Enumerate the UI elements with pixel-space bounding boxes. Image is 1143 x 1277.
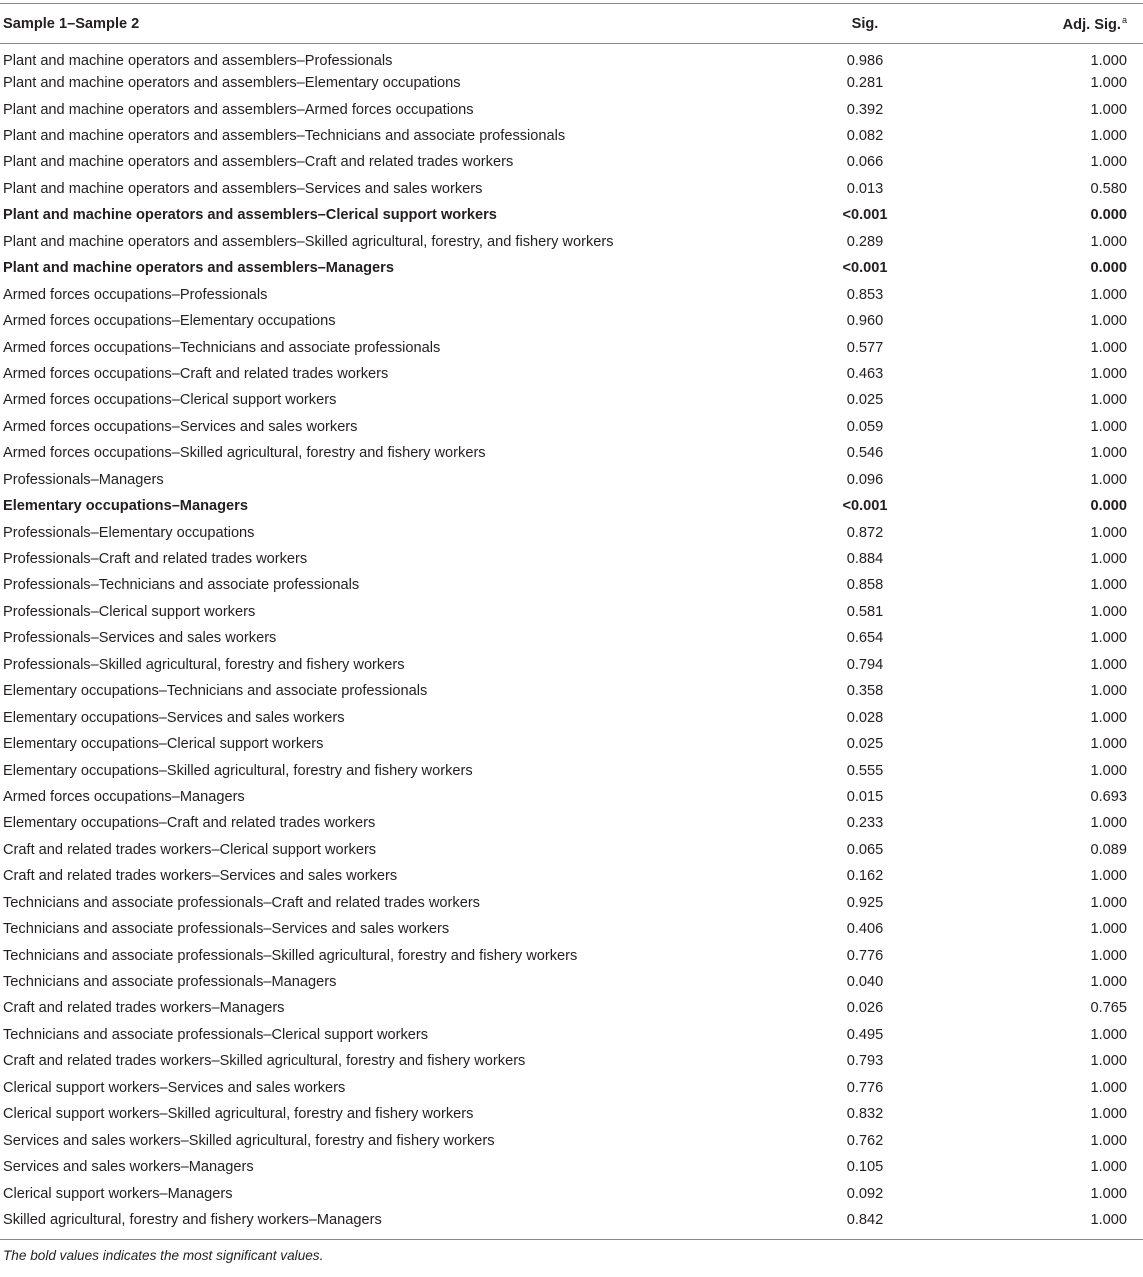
cell-sig: 0.025 (846, 392, 884, 409)
table-row (0, 731, 1143, 757)
table-row (0, 1207, 1143, 1233)
cell-sample-pair: Plant and machine operators and assemblers–Technicians and associate professionals (3, 128, 566, 145)
cell-sig: 0.066 (846, 154, 884, 171)
cell-adj-sig: 1.000 (1090, 894, 1127, 911)
table-row (0, 281, 1143, 307)
table-row (0, 942, 1143, 968)
cell-adj-sig: 0.089 (1090, 841, 1127, 858)
table-row (0, 837, 1143, 863)
cell-sample-pair: Plant and machine operators and assemblers–Skilled agricultural, forestry, and fishery workers (3, 233, 614, 250)
table-row (0, 1075, 1143, 1101)
cell-sig: 0.776 (846, 1079, 884, 1096)
cell-adj-sig: 1.000 (1090, 577, 1127, 594)
cell-sample-pair: Craft and related trades workers–Skilled agricultural, forestry and fishery workers (3, 1053, 526, 1070)
cell-sample-pair: Armed forces occupations–Elementary occupations (3, 313, 336, 330)
cell-adj-sig: 0.580 (1090, 180, 1127, 197)
cell-adj-sig: 1.000 (1090, 418, 1127, 435)
table-row (0, 493, 1143, 519)
cell-sample-pair: Craft and related trades workers–Services and sales workers (3, 868, 398, 885)
cell-sig: 0.872 (846, 524, 884, 541)
table-row (0, 572, 1143, 598)
table-row (0, 70, 1143, 96)
table-row (0, 1101, 1143, 1127)
cell-sample-pair: Skilled agricultural, forestry and fishery workers–Managers (3, 1211, 382, 1228)
cell-adj-sig: 1.000 (1090, 656, 1127, 673)
table-row (0, 1048, 1143, 1074)
cell-sample-pair: Clerical support workers–Managers (3, 1185, 233, 1202)
header-row (0, 4, 1143, 44)
table-row (0, 863, 1143, 889)
cell-adj-sig: 1.000 (1090, 1053, 1127, 1070)
cell-sig: 0.092 (846, 1185, 884, 1202)
cell-adj-sig: 1.000 (1090, 392, 1127, 409)
table-row (0, 387, 1143, 413)
table-row (0, 96, 1143, 122)
cell-sig: 0.015 (846, 788, 884, 805)
table-row (0, 1180, 1143, 1206)
cell-sig: 0.842 (846, 1211, 884, 1228)
cell-adj-sig: 1.000 (1090, 1132, 1127, 1149)
cell-sample-pair: Professionals–Services and sales workers (3, 630, 277, 647)
cell-adj-sig: 1.000 (1090, 868, 1127, 885)
cell-adj-sig: 1.000 (1090, 471, 1127, 488)
cell-sig: 0.233 (846, 815, 884, 832)
cell-sample-pair: Technicians and associate professionals–Craft and related trades workers (3, 894, 480, 911)
cell-sample-pair: Craft and related trades workers–Managers (3, 1000, 285, 1017)
cell-sig: 0.884 (846, 551, 884, 568)
cell-adj-sig: 1.000 (1090, 1185, 1127, 1202)
cell-adj-sig: 1.000 (1090, 762, 1127, 779)
table-row (0, 255, 1143, 281)
cell-adj-sig: 1.000 (1090, 313, 1127, 330)
cell-sig: 0.392 (846, 101, 884, 118)
cell-sample-pair: Technicians and associate professionals–Skilled agricultural, forestry and fishery workers (3, 947, 578, 964)
cell-sample-pair: Technicians and associate professionals–Managers (3, 974, 337, 991)
cell-sample-pair: Elementary occupations–Managers (3, 498, 248, 515)
cell-adj-sig: 1.000 (1090, 815, 1127, 832)
cell-sig: 0.495 (846, 1026, 884, 1043)
cell-adj-sig: 1.000 (1090, 52, 1127, 69)
cell-sig: 0.925 (846, 894, 884, 911)
cell-sample-pair: Technicians and associate professionals–Services and sales workers (3, 921, 450, 938)
cell-sample-pair: Armed forces occupations–Professionals (3, 286, 268, 303)
cell-adj-sig: 1.000 (1090, 154, 1127, 171)
cell-sig: <0.001 (842, 207, 888, 224)
cell-adj-sig: 1.000 (1090, 736, 1127, 753)
header-sig: Sig. (800, 4, 930, 44)
header-adj-sig (930, 4, 1143, 44)
cell-sample-pair: Clerical support workers–Skilled agricultural, forestry and fishery workers (3, 1106, 474, 1123)
table-row (0, 334, 1143, 360)
cell-sample-pair: Craft and related trades workers–Clerical support workers (3, 841, 377, 858)
cell-adj-sig: 1.000 (1090, 709, 1127, 726)
cell-sig: <0.001 (842, 260, 888, 277)
cell-adj-sig: 1.000 (1090, 683, 1127, 700)
cell-sig: 0.065 (846, 841, 884, 858)
cell-sample-pair: Armed forces occupations–Craft and related trades workers (3, 365, 389, 382)
cell-adj-sig: 1.000 (1090, 101, 1127, 118)
cell-sample-pair: Elementary occupations–Skilled agricultural, forestry and fishery workers (3, 762, 473, 779)
cell-adj-sig: 1.000 (1090, 1026, 1127, 1043)
cell-sample-pair: Services and sales workers–Skilled agricultural, forestry and fishery workers (3, 1132, 495, 1149)
cell-adj-sig: 1.000 (1090, 1159, 1127, 1176)
table-row (0, 440, 1143, 466)
cell-sig: 0.654 (846, 630, 884, 647)
cell-sig: 0.013 (846, 180, 884, 197)
table-row (0, 361, 1143, 387)
cell-sig: 0.546 (846, 445, 884, 462)
cell-sig: 0.162 (846, 868, 884, 885)
table-row (0, 757, 1143, 783)
table-row (0, 546, 1143, 572)
cell-sig: 0.105 (846, 1159, 884, 1176)
table-row (0, 123, 1143, 149)
table-row (0, 202, 1143, 228)
cell-adj-sig: 0.765 (1090, 1000, 1127, 1017)
cell-sample-pair: Armed forces occupations–Skilled agricultural, forestry and fishery workers (3, 445, 486, 462)
table-row (0, 1022, 1143, 1048)
cell-sample-pair: Professionals–Managers (3, 471, 164, 488)
cell-adj-sig: 0.000 (1090, 498, 1127, 515)
cell-sig: 0.577 (846, 339, 884, 356)
cell-adj-sig: 1.000 (1090, 128, 1127, 145)
table-row (0, 229, 1143, 255)
cell-sample-pair: Armed forces occupations–Clerical support workers (3, 392, 337, 409)
table-row (0, 916, 1143, 942)
cell-sig: 0.281 (846, 75, 884, 92)
cell-sig: 0.028 (846, 709, 884, 726)
cell-adj-sig: 1.000 (1090, 1079, 1127, 1096)
cell-sig: 0.581 (846, 603, 884, 620)
cell-sample-pair: Professionals–Craft and related trades workers (3, 551, 308, 568)
table-body (0, 44, 1143, 1234)
cell-sample-pair: Plant and machine operators and assemblers–Elementary occupations (3, 75, 461, 92)
cell-adj-sig: 1.000 (1090, 524, 1127, 541)
cell-sample-pair: Professionals–Technicians and associate professionals (3, 577, 360, 594)
table-row (0, 308, 1143, 334)
cell-adj-sig: 1.000 (1090, 286, 1127, 303)
header-adj-sig-footnote-marker: a (1121, 14, 1127, 25)
cell-adj-sig: 1.000 (1090, 75, 1127, 92)
cell-sig: 0.793 (846, 1053, 884, 1070)
cell-adj-sig: 0.693 (1090, 788, 1127, 805)
table-row (0, 704, 1143, 730)
cell-sig: 0.986 (846, 52, 884, 69)
table-row (0, 890, 1143, 916)
cell-adj-sig: 0.000 (1090, 260, 1127, 277)
table-row (0, 969, 1143, 995)
table-row (0, 149, 1143, 175)
table-row (0, 678, 1143, 704)
cell-sample-pair: Plant and machine operators and assemblers–Clerical support workers (3, 207, 497, 224)
cell-sample-pair: Plant and machine operators and assemblers–Managers (3, 260, 394, 277)
cell-adj-sig: 1.000 (1090, 974, 1127, 991)
cell-sig: 0.026 (846, 1000, 884, 1017)
table-row (0, 176, 1143, 202)
cell-sample-pair: Clerical support workers–Services and sales workers (3, 1079, 346, 1096)
cell-sample-pair: Plant and machine operators and assemblers–Services and sales workers (3, 180, 483, 197)
cell-sample-pair: Armed forces occupations–Services and sales workers (3, 418, 358, 435)
cell-sig: 0.555 (846, 762, 884, 779)
cell-sig: 0.858 (846, 577, 884, 594)
cell-sample-pair: Elementary occupations–Craft and related trades workers (3, 815, 376, 832)
cell-sample-pair: Plant and machine operators and assemblers–Armed forces occupations (3, 101, 474, 118)
cell-sig: 0.358 (846, 683, 884, 700)
cell-adj-sig: 1.000 (1090, 630, 1127, 647)
cell-sample-pair: Elementary occupations–Services and sales workers (3, 709, 345, 726)
cell-sample-pair: Armed forces occupations–Managers (3, 788, 245, 805)
cell-sample-pair: Elementary occupations–Clerical support workers (3, 736, 324, 753)
cell-sig: 0.406 (846, 921, 884, 938)
cell-sig: 0.776 (846, 947, 884, 964)
table-row (0, 625, 1143, 651)
cell-sample-pair: Elementary occupations–Technicians and associate professionals (3, 683, 428, 700)
table-bottom-rule (0, 1239, 1143, 1240)
header-adj-sig-label: Adj. Sig. (1062, 16, 1121, 33)
cell-sig: 0.096 (846, 471, 884, 488)
cell-sample-pair: Professionals–Skilled agricultural, forestry and fishery workers (3, 656, 405, 673)
cell-sig: 0.832 (846, 1106, 884, 1123)
cell-adj-sig: 1.000 (1090, 947, 1127, 964)
table-row (0, 519, 1143, 545)
cell-sig: 0.289 (846, 233, 884, 250)
table-row (0, 414, 1143, 440)
cell-sig: 0.059 (846, 418, 884, 435)
cell-sig: 0.762 (846, 1132, 884, 1149)
cell-adj-sig: 1.000 (1090, 921, 1127, 938)
cell-adj-sig: 0.000 (1090, 207, 1127, 224)
cell-sig: 0.853 (846, 286, 884, 303)
cell-sample-pair: Professionals–Elementary occupations (3, 524, 255, 541)
cell-sample-pair: Professionals–Clerical support workers (3, 603, 256, 620)
table-row (0, 995, 1143, 1021)
cell-sig: 0.025 (846, 736, 884, 753)
cell-adj-sig: 1.000 (1090, 1106, 1127, 1123)
table-footnote: The bold values indicates the most significant values. (3, 1248, 324, 1264)
cell-sig: 0.794 (846, 656, 884, 673)
cell-sig: 0.463 (846, 365, 884, 382)
cell-adj-sig: 1.000 (1090, 603, 1127, 620)
header-sample-pair: Sample 1–Sample 2 (0, 4, 800, 44)
cell-sig: 0.082 (846, 128, 884, 145)
pairwise-comparison-table (0, 3, 1143, 1233)
cell-adj-sig: 1.000 (1090, 365, 1127, 382)
cell-adj-sig: 1.000 (1090, 445, 1127, 462)
table-row (0, 599, 1143, 625)
cell-sample-pair: Services and sales workers–Managers (3, 1159, 254, 1176)
cell-sample-pair: Plant and machine operators and assemblers–Craft and related trades workers (3, 154, 514, 171)
cell-sig: <0.001 (842, 498, 888, 515)
cell-sig: 0.960 (846, 313, 884, 330)
table-row (0, 467, 1143, 493)
cell-adj-sig: 1.000 (1090, 339, 1127, 356)
table-row (0, 1127, 1143, 1153)
table-row (0, 810, 1143, 836)
cell-sample-pair: Plant and machine operators and assemblers–Professionals (3, 52, 393, 69)
table-header (0, 4, 1143, 44)
cell-sample-pair: Armed forces occupations–Technicians and associate professionals (3, 339, 441, 356)
table-row (0, 652, 1143, 678)
table-row (0, 784, 1143, 810)
table-row (0, 1154, 1143, 1180)
cell-adj-sig: 1.000 (1090, 1211, 1127, 1228)
table-row (0, 44, 1143, 70)
cell-adj-sig: 1.000 (1090, 233, 1127, 250)
cell-sample-pair: Technicians and associate professionals–Clerical support workers (3, 1026, 429, 1043)
cell-sig: 0.040 (846, 974, 884, 991)
cell-adj-sig: 1.000 (1090, 551, 1127, 568)
